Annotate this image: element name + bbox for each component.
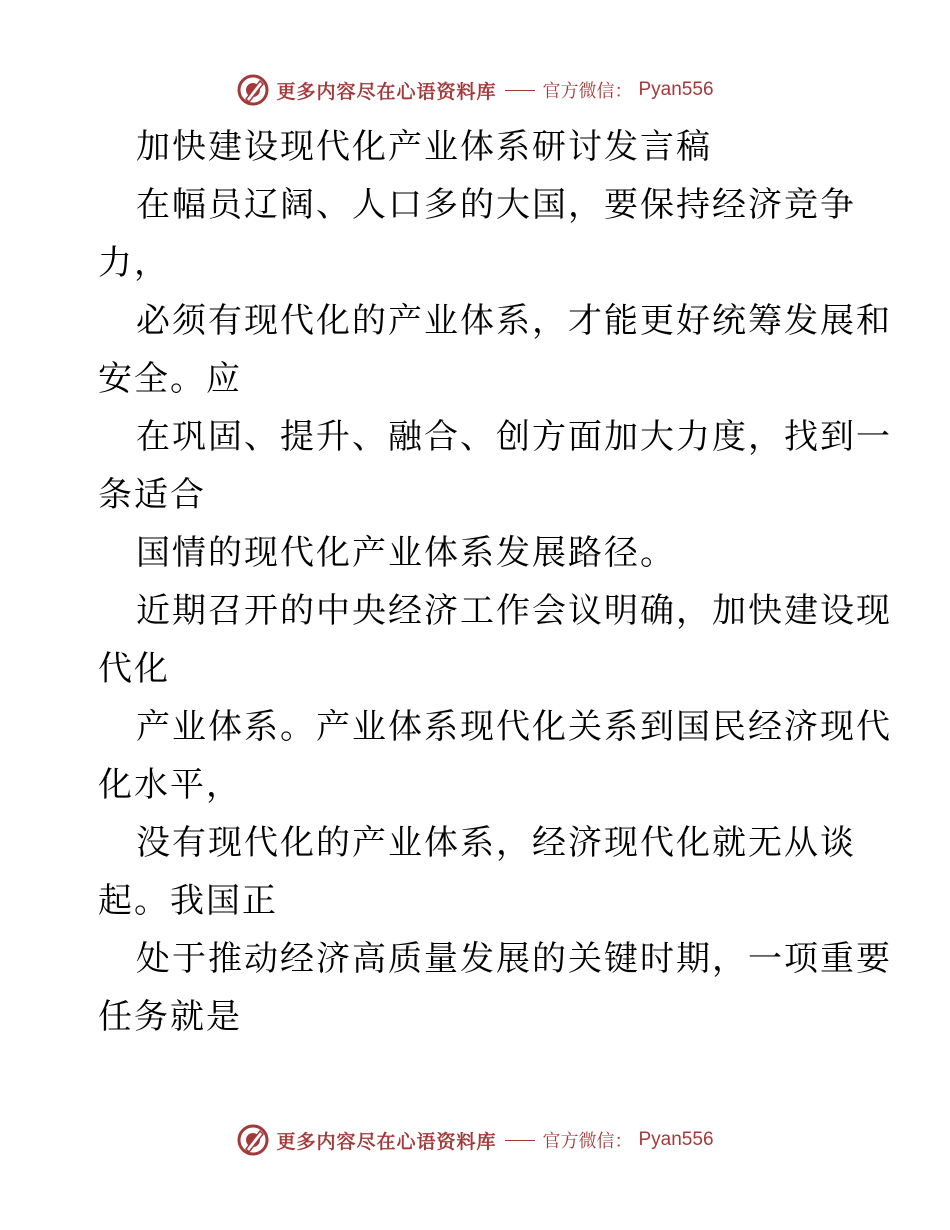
header-banner	[0, 70, 950, 110]
footer-banner-title: 更多内容尽在心语资料库	[276, 1130, 497, 1153]
document-title: 加快建设现代化产业体系研讨发言稿	[136, 127, 712, 167]
paragraph-line: 力，	[98, 243, 170, 283]
paragraph-line: 国情的现代化产业体系发展路径。	[136, 533, 676, 573]
banner-wechat-id: Pyan556	[638, 79, 714, 100]
pen-nib-logo-icon	[236, 73, 270, 107]
banner-title: 更多内容尽在心语资料库	[276, 80, 497, 103]
paragraph-line: 条适合	[98, 475, 206, 515]
paragraph-line: 起。我国正	[98, 881, 278, 921]
paragraph-line: 没有现代化的产业体系，经济现代化就无从谈	[136, 823, 856, 863]
footer-banner-wechat-label: 官方微信：	[542, 1131, 633, 1152]
footer-banner-separator	[505, 1140, 535, 1141]
pen-nib-logo-icon	[236, 1123, 270, 1157]
footer-banner-wechat-id: Pyan556	[638, 1129, 714, 1150]
paragraph-line: 近期召开的中央经济工作会议明确，加快建设现	[136, 591, 892, 631]
paragraph-line: 在巩固、提升、融合、创方面加大力度，找到一	[136, 417, 892, 457]
paragraph-line: 代化	[98, 649, 170, 689]
paragraph-line: 任务就是	[98, 997, 242, 1037]
banner-separator	[505, 90, 535, 91]
banner-wechat-label: 官方微信：	[542, 81, 633, 102]
footer-banner	[0, 1120, 950, 1160]
paragraph-line: 安全。应	[98, 359, 242, 399]
paragraph-line: 必须有现代化的产业体系，才能更好统筹发展和	[136, 301, 892, 341]
document-body	[98, 118, 892, 1046]
paragraph-line: 在幅员辽阔、人口多的大国，要保持经济竞争	[136, 185, 856, 225]
paragraph-line: 化水平，	[98, 765, 242, 805]
paragraph-line: 产业体系。产业体系现代化关系到国民经济现代	[136, 707, 892, 747]
paragraph-line: 处于推动经济高质量发展的关键时期，一项重要	[136, 939, 892, 979]
